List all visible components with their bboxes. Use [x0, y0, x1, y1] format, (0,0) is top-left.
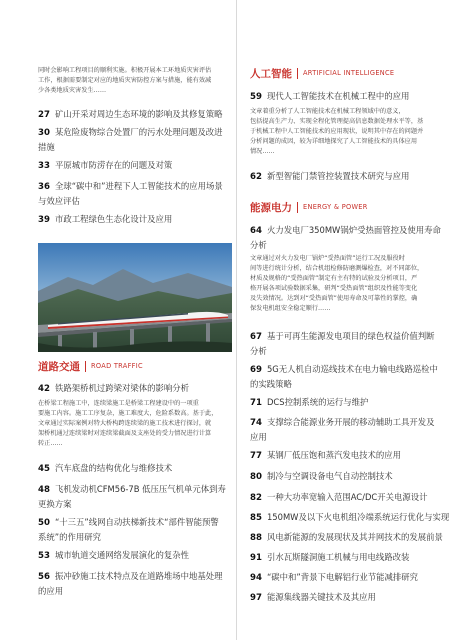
intro-excerpt — [38, 66, 232, 96]
excerpt-line: 文章着重分析了人工智能技术在机械工程领域中的意义， — [250, 108, 405, 115]
section-subtitle: ARTIFICIAL INTELLIGENCE — [303, 69, 395, 77]
page-number: 33 — [38, 161, 50, 171]
toc-entry[interactable] — [38, 483, 232, 511]
page-number: 94 — [250, 573, 262, 583]
entry-title: 风电新能源的发展现状及其并网技术的发展前景 — [266, 532, 443, 542]
page-number: 36 — [38, 182, 50, 192]
entry-title: 飞机发动机CFM56-7B 低压压气机单元体到寿 — [54, 484, 226, 494]
toc-entry[interactable] — [250, 491, 446, 506]
entry-title-cont: 与效应评估 — [38, 195, 80, 206]
entry-title: 能源集线器关键技术及其应用 — [266, 592, 376, 602]
toc-entry[interactable] — [250, 330, 446, 358]
toc-entry[interactable] — [250, 591, 460, 606]
excerpt-line: 间等进行统计分析，结合机组检修防磨测爆检查，对不同部位， — [250, 265, 424, 272]
page-number: 53 — [38, 551, 50, 561]
entry-title: DCS控制系统的运行与维护 — [266, 397, 369, 407]
excerpt-line: 架桥机通过连续梁时对连续梁截面及支座处的受力情况进行计算 — [38, 430, 212, 437]
page-number: 80 — [250, 472, 262, 482]
section-subtitle: ROAD TRAFFIC — [91, 362, 143, 370]
toc-entry[interactable] — [250, 170, 446, 185]
entry-title: 全球“碳中和”进程下人工智能技术的应用场景 — [54, 181, 223, 191]
entry-title: 某危险废物综合处置厂的污水处理问题及改进 — [54, 127, 223, 137]
toc-entry[interactable] — [250, 571, 460, 586]
entry-title: 引水瓦斯隧洞施工机械与用电线路改装 — [266, 552, 410, 562]
toc-entry[interactable] — [250, 363, 446, 391]
page-number: 30 — [38, 128, 50, 138]
toc-entry[interactable] — [250, 470, 446, 485]
toc-entry[interactable] — [250, 224, 446, 252]
entry-title: 一种大功率宽输入范围AC/DC开关电源设计 — [266, 492, 428, 502]
entry-title-cont: 措施 — [38, 141, 55, 152]
toc-entry[interactable] — [250, 531, 460, 546]
entry-title: 汽车底盘的结构优化与维修技术 — [54, 463, 173, 473]
section-subtitle: ENERGY & POWER — [303, 203, 368, 211]
excerpt-line: 包括提高生产力、实现全程化管理提高信息数据处理水平等，基 — [250, 118, 424, 125]
page-number: 48 — [38, 485, 50, 495]
toc-entry[interactable] — [250, 551, 460, 566]
toc-entry[interactable] — [38, 159, 232, 174]
entry-title-cont: 系统”的作用研究 — [38, 531, 101, 542]
page-number: 97 — [250, 593, 262, 603]
page-number: 88 — [250, 533, 262, 543]
section-header-ai — [250, 66, 394, 80]
page-number: 27 — [38, 110, 50, 120]
entry-title: 150MW及以下火电机组冷端系统运行优化与实现 — [266, 512, 450, 522]
section-divider — [297, 202, 298, 213]
entry-title: “碳中和”背景下电解铝行业节能减排研究 — [266, 572, 419, 582]
toc-entry[interactable] — [38, 516, 232, 544]
toc-entry[interactable] — [38, 108, 232, 123]
entry-title: 市政工程绿色生态化设计及应用 — [54, 214, 173, 224]
excerpt-line: 于机械工程中人工智能技术的应用现状，说明其中存在的问题并 — [250, 128, 424, 135]
excerpt-line: 同时会影响工程项目的顺利实施。积极开展本工环地质灾害评估 — [38, 67, 212, 74]
entry-title-cont: 的应用 — [38, 585, 64, 596]
excerpt-line: 分析问题的成因，较为详细地探究了人工智能技术的具体应用 — [250, 138, 418, 145]
toc-entry[interactable] — [250, 511, 460, 526]
toc-entry[interactable] — [38, 549, 232, 564]
entry-title: 新型智能门禁管控装置技术研究与应用 — [266, 171, 410, 181]
left-column — [0, 0, 232, 640]
toc-entry[interactable] — [38, 126, 232, 154]
section-title: 道路交通 — [38, 360, 80, 373]
entry-title: 矿山开采对周边生态环境的影响及其修复策略 — [54, 109, 223, 119]
page-number: 42 — [38, 384, 50, 394]
page-number: 45 — [38, 464, 50, 474]
toc-entry[interactable] — [38, 462, 232, 477]
excerpt-line: 少各类地质灾害发生…… — [38, 87, 107, 94]
section-header-road — [38, 359, 143, 373]
entry-title: “十三五”线网自动扶梯新技术“部件智能预警 — [54, 517, 219, 527]
page-number: 85 — [250, 513, 262, 523]
excerpt-line: 文章通过实际案例对特大桥构跨连续梁的施工技术进行探讨，就 — [38, 420, 212, 427]
section-divider — [85, 361, 86, 372]
page-number: 77 — [250, 451, 262, 461]
page-number: 39 — [38, 215, 50, 225]
entry-title: 火力发电厂350MW锅炉受热面管控及使用寿命 — [266, 225, 441, 235]
page-number: 69 — [250, 365, 262, 375]
road-excerpt — [38, 399, 232, 449]
page-number: 50 — [38, 518, 50, 528]
page-number: 62 — [250, 172, 262, 182]
toc-entry[interactable] — [250, 396, 446, 411]
entry-title: 5G无人机自动巡线技术在电力输电线路巡检中 — [266, 364, 438, 374]
entry-title-cont: 应用 — [250, 431, 267, 442]
excerpt-line: 保发电机组安全稳定顺行…… — [250, 305, 331, 312]
entry-title: 支撑综合能源业务开展的移动辅助工具开发及 — [266, 417, 435, 427]
entry-title: 平原城市防涝存在的问题及对策 — [54, 160, 173, 170]
page-number: 59 — [250, 92, 262, 102]
energy-excerpt — [250, 254, 446, 314]
excerpt-line: 工作，根据需要制定对应的地质灾害防控方案与措施，能有效减 — [38, 77, 212, 84]
entry-title: 振冲砂施工技术特点及在道路堆场中地基处理 — [54, 571, 223, 581]
excerpt-line: 情况…… — [250, 148, 275, 155]
right-column — [240, 0, 471, 640]
toc-entry[interactable] — [38, 382, 232, 397]
excerpt-line: 要施工内容。施工工序复杂，施工难度大，危险系数高。基于此， — [38, 410, 218, 417]
excerpt-line: 文章通过对火力发电厂锅炉“受热面管”运行工况及服役时 — [250, 255, 405, 262]
entry-title: 制冷与空调设备电气自动控制技术 — [266, 471, 393, 481]
entry-title: 城市轨道交通网络发展演化的复杂性 — [54, 550, 189, 560]
excerpt-line: 转正…… — [38, 440, 63, 447]
page-number: 74 — [250, 418, 262, 428]
entry-title-cont: 的实践策略 — [250, 378, 292, 389]
page-number: 67 — [250, 332, 262, 342]
page-number: 64 — [250, 226, 262, 236]
toc-entry[interactable] — [38, 570, 232, 598]
page-number: 91 — [250, 553, 262, 563]
entry-title-cont: 分析 — [250, 239, 267, 250]
entry-title-cont: 更换方案 — [38, 498, 72, 509]
train-bridge-photo — [38, 243, 232, 352]
entry-title: 铁路架桥机过跨梁对梁体的影响分析 — [54, 383, 189, 393]
excerpt-line: 在桥梁工程施工中，连续梁施工是桥梁工程建设中的一项重 — [38, 400, 199, 407]
excerpt-line: 材质及规格的“受热面管”制定有主有特的试验及分析项目，严 — [250, 275, 418, 282]
entry-title: 现代人工智能技术在机械工程中的应用 — [266, 91, 410, 101]
page-number: 56 — [38, 572, 50, 582]
toc-entry[interactable] — [250, 416, 446, 444]
toc-entry[interactable] — [38, 180, 232, 208]
section-header-energy — [250, 200, 368, 214]
excerpt-line: 格开展各项试验数据采集，研判“受热面管”组织及性能等变化 — [250, 285, 418, 292]
toc-entry[interactable] — [38, 213, 232, 228]
column-divider — [236, 0, 237, 640]
excerpt-line: 及失效情况。达到对“受热面管”使用寿命及可靠性的掌控，确 — [250, 295, 418, 302]
ai-excerpt — [250, 107, 446, 157]
section-divider — [297, 68, 298, 79]
page-number: 71 — [250, 398, 262, 408]
section-title: 能源电力 — [250, 201, 292, 214]
entry-title: 某钢厂低压饱和蒸汽发电技术的应用 — [266, 450, 401, 460]
toc-entry[interactable] — [250, 449, 446, 464]
entry-title: 基于可再生能源发电项目的绿色权益价值判断 — [266, 331, 435, 341]
page-number: 82 — [250, 493, 262, 503]
toc-entry[interactable] — [250, 90, 446, 105]
entry-title-cont: 分析 — [250, 345, 267, 356]
section-title: 人工智能 — [250, 67, 292, 80]
